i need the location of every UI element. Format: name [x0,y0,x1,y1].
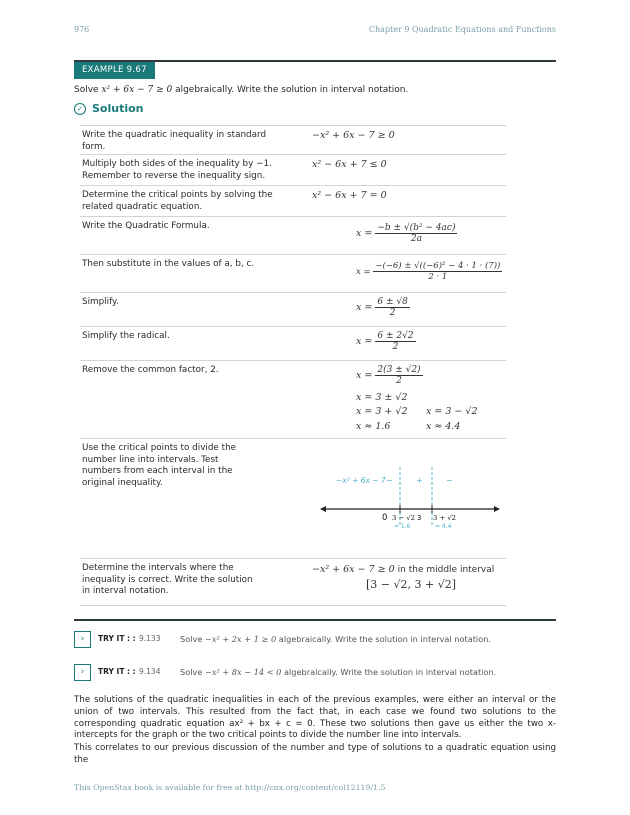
step-math: −x² + 6x − 7 ≥ 0 in the middle interval [312,564,495,575]
step-math: −x² + 6x − 7 ≥ 0 [312,130,395,141]
right-approx-label: ≈ 4.4 [435,523,452,530]
example-label: EXAMPLE 9.67 [74,62,155,79]
step-text: Use the critical points to divide the number line into intervals. Test numbers from each interval in the original inequality. [82,443,237,488]
check-circle-icon: ✓ [74,103,86,115]
try-it-text: Solve −x² + 8x − 14 < 0 algebraically. Write the solution in interval notation. [180,667,497,677]
step-row [80,292,506,327]
chevron-right-icon[interactable]: › [74,631,91,648]
step-row [80,216,506,255]
step-text: Determine the critical points by solving the related quadratic equation. [82,190,273,212]
step-row [80,558,506,606]
step-formula: x = $\frac{\text{−(−6) ± √((−6)² − 4 · 1 · (7))}}{2 \cdot 1}$ [356,261,501,282]
step-row [80,360,506,439]
arrow-left-icon [320,506,326,512]
left-point-label: 3 − √2 [392,514,415,522]
step-math: x² − 6x + 7 = 0 [312,190,387,201]
page-number: 976 [74,25,90,34]
step-row [80,185,506,217]
step-row [80,438,506,559]
step-formula: x = $\frac{2(3 \pm √2)}{2}$ [356,365,421,386]
step-formula: x = $\frac{6 \pm √8}{2}$ [356,297,408,318]
try-it-item[interactable] [74,631,556,648]
mid-point-label: 3 [417,514,422,522]
step-text: Write the Quadratic Formula. [82,221,210,231]
chevron-right-icon[interactable]: › [74,664,91,681]
solution-line: x = 3 + √2 [356,406,408,417]
section-rule [74,619,556,621]
body-paragraph: The solutions of the quadratic inequalities in each of the previous examples, were either an interval or the union of two intervals. This resulted from the fact that, in each case we found two solutions to the corresponding quadratic equation ax² + bx + c = 0. These two solutions then gave us either the two x-intercepts for the graph or the two critical points to divide the number line into intervals. [74,695,556,741]
step-row [80,254,506,293]
step-formula: x = $\frac{\text{−b ± √(b² − 4ac)}}{2a}$ [356,223,456,244]
interval-answer: [3 − √2, 3 + √2] [366,578,457,591]
step-row [80,125,506,155]
solution-line: x ≈ 4.4 [426,421,461,432]
try-it-label: TRY IT : : [98,634,136,643]
try-it-item[interactable] [74,664,556,681]
solution-line: x ≈ 1.6 [356,421,391,432]
right-point-label: 3 + √2 [433,514,456,522]
number-line-expr: −x² + 6x − 7 [336,476,386,485]
arrow-right-icon [494,506,500,512]
try-it-number: 9.134 [139,667,161,676]
problem-statement: Solve x² + 6x − 7 ≥ 0 algebraically. Write the solution in interval notation. [74,85,409,95]
sign-right: − [446,476,453,485]
solution-heading[interactable]: ✓ Solution [74,102,144,115]
try-it-label: TRY IT : : [98,667,136,676]
step-text: Remove the common factor, 2. [82,365,219,375]
try-it-number: 9.133 [139,634,161,643]
sign-left: − [386,476,393,485]
solution-line: x = 3 − √2 [426,406,478,417]
footer-note[interactable]: This OpenStax book is available for free at http://cnx.org/content/col12119/1.5 [74,783,386,792]
step-row [80,326,506,361]
chapter-title: Chapter 9 Quadratic Equations and Functions [368,25,556,34]
zero-label: 0 [382,513,388,523]
step-text: Determine the intervals where the inequality is correct. Write the solution in interval notation. [82,563,253,596]
step-row [80,154,506,186]
step-text: Simplify the radical. [82,331,170,341]
solution-line: x = 3 ± √2 [356,392,408,403]
sign-middle: + [416,476,423,485]
step-math: x² − 6x + 7 ≤ 0 [312,159,387,170]
body-paragraph: This correlates to our previous discussion of the number and type of solutions to a quadratic equation using the [74,743,556,765]
number-line-diagram [316,439,506,557]
step-text: Write the quadratic inequality in standard form. [82,130,267,152]
step-text: Multiply both sides of the inequality by −1. Remember to reverse the inequality sign. [82,159,272,181]
step-text: Then substitute in the values of a, b, c. [82,259,255,269]
left-approx-label: ≈ 1.6 [394,523,411,530]
step-formula: x = $\frac{6 \pm 2√2}{2}$ [356,331,414,352]
try-it-text: Solve −x² + 2x + 1 ≥ 0 algebraically. Write the solution in interval notation. [180,634,492,644]
step-text: Simplify. [82,297,119,307]
